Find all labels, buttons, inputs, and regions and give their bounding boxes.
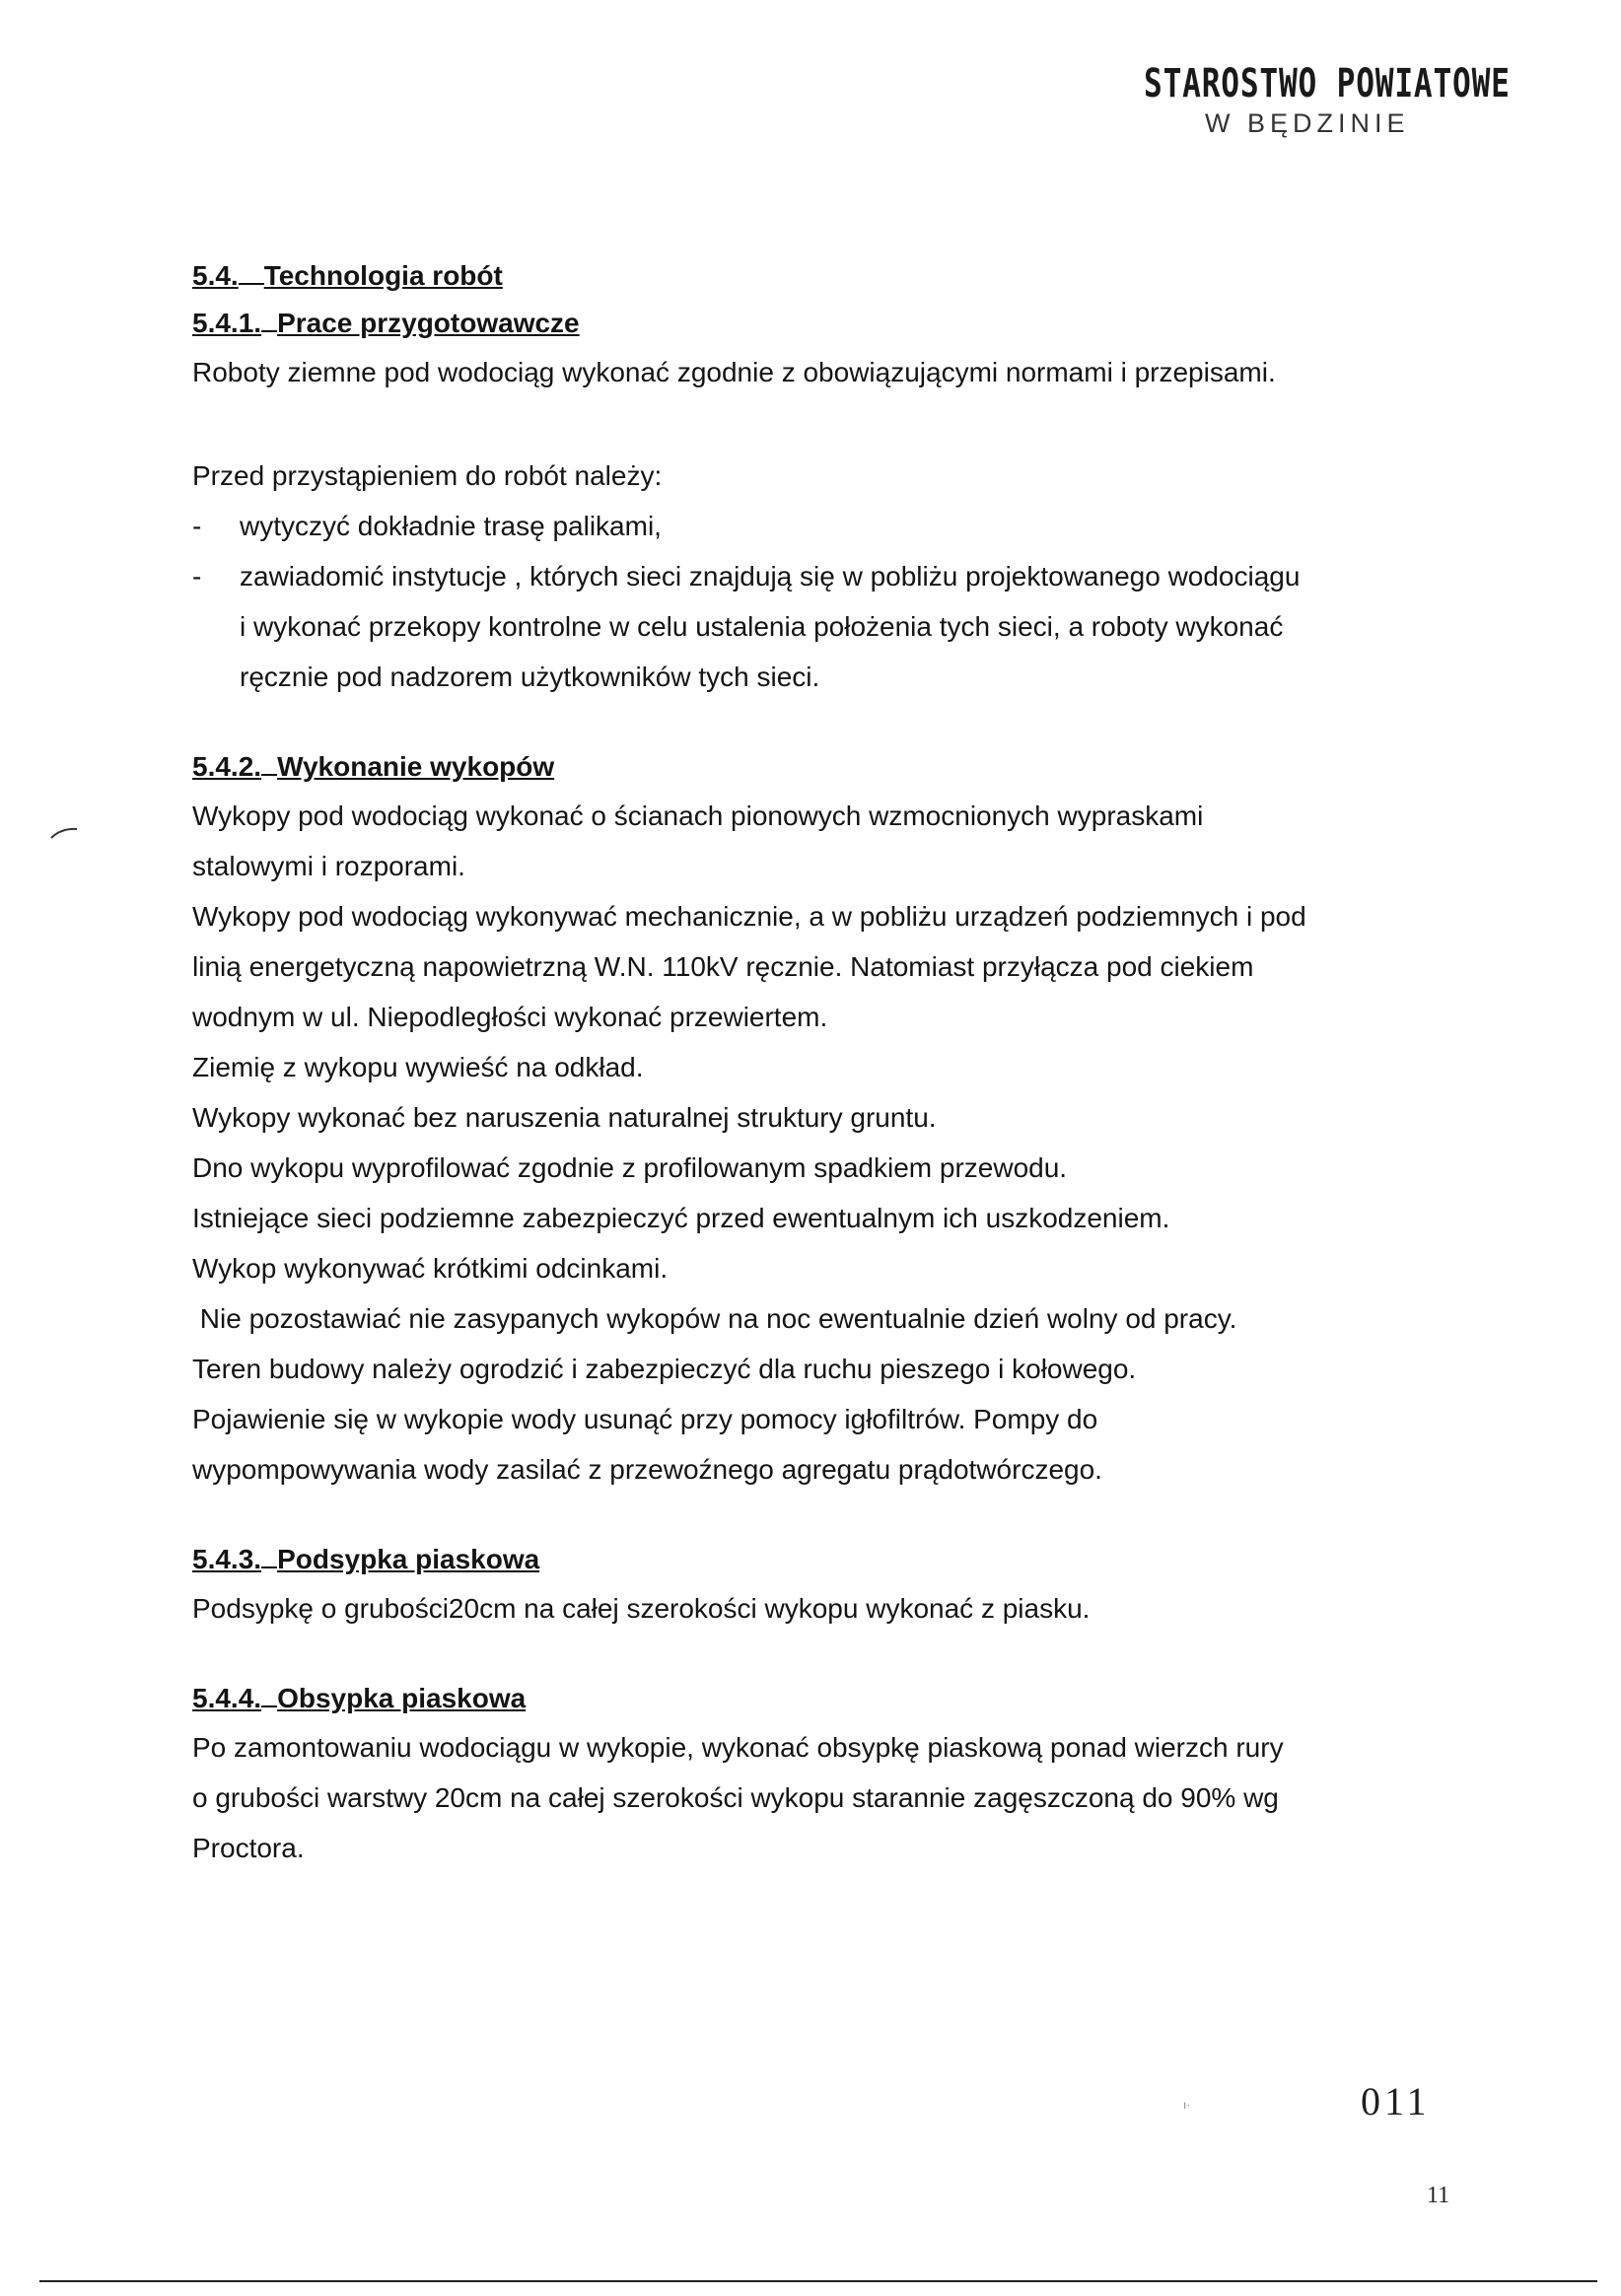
paragraph-line: Proctora. xyxy=(192,1833,305,1863)
page-number: 11 xyxy=(1427,2183,1450,2208)
paragraph-line: stalowymi i rozporami. xyxy=(192,851,465,881)
heading-number: 5.4.1. xyxy=(192,308,262,338)
paragraph-line: Wykopy pod wodociąg wykonywać mechanicznie, a w pobliżu urządzeń podziemnych i pod xyxy=(192,901,1306,932)
paragraph: Roboty ziemne pod wodociąg wykonać zgodnie z obowiązującymi normami i przepisami. xyxy=(192,357,1276,387)
heading-title: Technologia robót xyxy=(263,260,503,291)
heading-underline-gap xyxy=(239,259,264,285)
paragraph-line: Wykopy wykonać bez naruszenia naturalnej struktury gruntu. xyxy=(192,1102,937,1133)
paragraph-line: Ziemię z wykopu wywieść na odkład. xyxy=(192,1052,644,1082)
list-dash: - xyxy=(192,511,202,541)
heading-title: Podsypka piaskowa xyxy=(277,1544,540,1574)
heading-title: Obsypka piaskowa xyxy=(277,1683,527,1713)
document-body xyxy=(192,252,1454,1873)
scan-speck: ı· xyxy=(1183,2098,1191,2112)
list-item-text: i wykonać przekopy kontrolne w celu ustalenia położenia tych sieci, a roboty wykonać xyxy=(240,611,1284,642)
heading-underline-gap xyxy=(261,1543,277,1568)
stamp-office-name: STAROSTWO POWIATOWE xyxy=(1144,61,1511,106)
paragraph-line: Po zamontowaniu wodociągu w wykopie, wykonać obsypkę piaskową ponad wierzch rury xyxy=(192,1732,1284,1763)
paragraph-line: Nie pozostawiać nie zasypanych wykopów na noc ewentualnie dzień wolny od pracy. xyxy=(192,1303,1237,1334)
paragraph-line: Wykop wykonywać krótkimi odcinkami. xyxy=(192,1253,669,1284)
heading-underline-gap xyxy=(261,750,277,776)
heading-5-4-1 xyxy=(192,300,1454,347)
paragraph-line: Pojawienie się w wykopie wody usunąć przy pomocy igłofiltrów. Pompy do xyxy=(192,1404,1098,1434)
heading-5-4-4 xyxy=(192,1675,1454,1722)
heading-5-4-2 xyxy=(192,743,1454,791)
heading-number: 5.4. xyxy=(192,260,239,291)
heading-underline-gap xyxy=(261,1682,277,1707)
list-item-text: ręcznie pod nadzorem użytkowników tych sieci. xyxy=(240,661,820,692)
margin-pen-mark xyxy=(49,826,79,840)
list-item-text: wytyczyć dokładnie trasę palikami, xyxy=(240,511,662,541)
heading-title: Wykonanie wykopów xyxy=(277,751,555,782)
list-item xyxy=(192,551,1454,702)
paragraph-line: wodnym w ul. Niepodległości wykonać przewiertem. xyxy=(192,1002,828,1032)
paragraph-line: Dno wykopu wyprofilować zgodnie z profilowanym spadkiem przewodu. xyxy=(192,1152,1068,1183)
list-item xyxy=(192,501,1454,551)
list-dash: - xyxy=(192,561,202,591)
paragraph-line: o grubości warstwy 20cm na całej szerokości wykopu starannie zagęszczoną do 90% wg xyxy=(192,1782,1279,1813)
paragraph: Podsypkę o grubości20cm na całej szerokości wykopu wykonać z piasku. xyxy=(192,1593,1091,1624)
heading-5-4 xyxy=(192,252,1454,300)
heading-number: 5.4.4. xyxy=(192,1683,262,1713)
bottom-edge-line xyxy=(39,2280,1597,2282)
heading-title: Prace przygotowawcze xyxy=(277,308,580,338)
paragraph-line: Wykopy pod wodociąg wykonać o ścianach pionowych wzmocnionych wypraskami xyxy=(192,800,1204,831)
list-item-text: zawiadomić instytucje , których sieci znajdują się w pobliżu projektowanego wodociągu xyxy=(240,561,1301,591)
paragraph-line: Teren budowy należy ogrodzić i zabezpieczyć dla ruchu pieszego i kołowego. xyxy=(192,1354,1137,1384)
paragraph-line: wypompowywania wody zasilać z przewoźnego agregatu prądotwórczego. xyxy=(192,1454,1102,1485)
office-stamp xyxy=(1144,61,1511,139)
heading-number: 5.4.3. xyxy=(192,1544,262,1574)
sheet-number: 011 xyxy=(1361,2079,1431,2123)
paragraph-line: linią energetyczną napowietrzną W.N. 110kV ręcznie. Natomiast przyłącza pod ciekiem xyxy=(192,951,1254,982)
paragraph-line: Istniejące sieci podziemne zabezpieczyć przed ewentualnym ich uszkodzeniem. xyxy=(192,1203,1170,1233)
heading-number: 5.4.2. xyxy=(192,751,262,782)
heading-5-4-3 xyxy=(192,1536,1454,1583)
stamp-office-city: W BĘDZINIE xyxy=(1205,108,1410,138)
heading-underline-gap xyxy=(261,307,277,332)
paragraph: Przed przystąpieniem do robót należy: xyxy=(192,460,663,491)
